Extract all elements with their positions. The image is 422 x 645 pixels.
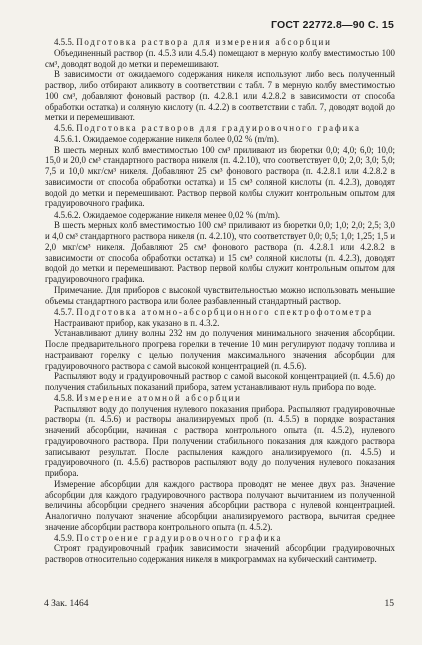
section-heading: Подготовка атомно-абсорбционного спектрофотометра bbox=[76, 306, 373, 317]
section-4-5-9-heading bbox=[45, 533, 395, 544]
paragraph: Строят градуировочный график зависимости значений абсорбции градуировочных растворов относительно содержания никеля в микрограммах на кубический сантиметр. bbox=[45, 543, 395, 564]
paragraph: Распыляют воду до получения нулевого показания прибора. Распыляют градуировочные растворы (п. 4.5.6) и растворы анализируемых проб (п. 4.5.5) в порядке возрастания значений абсорбции, начиная с раствора контрольного опыта (п. 4.5.2), нулевого градуировочного раствора. При получении стабильного показания для каждого раствора записывают результат. После распыления каждого анализируемого (п. 4.5.5) и градуировочного (п. 4.5.6) растворов распыляют воду до получения нулевого показания прибора. bbox=[45, 403, 395, 478]
section-number: 4.5.9. bbox=[54, 532, 74, 543]
section-4-5-8-heading bbox=[45, 393, 395, 404]
paragraph: Измерение абсорбции для каждого раствора проводят не менее двух раз. Значение абсорбции для каждого градуировочного раствора получают вычитанием из полученной величины абсорбции среднего значения абсорбции раствора с нулевой концентрацией. Аналогично получают значение абсорбции анализируемого раствора, вычитая среднее значение абсорбции раствора контрольного опыта (п. 4.5.2). bbox=[45, 478, 395, 532]
section-heading: Построение градуировочного графика bbox=[76, 532, 283, 543]
page-header: ГОСТ 22772.8—90 С. 15 bbox=[271, 19, 394, 31]
paragraph: Объединенный раствор (п. 4.5.3 или 4.5.4) помещают в мерную колбу вместимостью 100 см³, доводят водой до метки и перемешивают. bbox=[45, 47, 395, 69]
section-number: 4.5.5. bbox=[54, 37, 74, 47]
section-number: 4.5.7. bbox=[54, 306, 74, 317]
paragraph: Устанавливают длину волны 232 нм до получения минимального значения абсорбции. После предварительного прогрева горелки в течение 10 мин регулируют подачу топлива и настраивают горелку с целью получения максимального значения абсорбции для градуировочного раствора с самой высокой концентрацией (п. 4.5.6). bbox=[45, 328, 395, 371]
section-4-5-6-heading bbox=[45, 123, 395, 134]
section-4-5-5-heading bbox=[45, 37, 395, 48]
paragraph: Распыляют воду и градуировочный раствор с самой высокой концентрацией (п. 4.5.6) до получения стабильных показаний прибора, затем устанавливают нуль прибора по воде. bbox=[45, 371, 395, 392]
page-number: 15 bbox=[384, 599, 394, 609]
paragraph: В шесть мерных колб вместимостью 100 см³ приливают из бюретки 0,0; 4,0; 6,0; 10,0; 15,0 и 20,0 см³ стандартного раствора никеля (п. 4.2.10), что соответствует 0,0; 2,0; 3,0; 5,0; 7,5 и 10,0 мкг/см³ никеля. Добавляют 25 см³ фонового раствора (п. 4.2.8.1 или 4.2.8.2 в зависимости от способа обработки остатка) и 15 см³ соляной кислоты (п. 4.2.3), доводят водой до метки и перемешивают. Раствор первой колбы служит контрольным опытом для градуировочного графика. bbox=[45, 144, 395, 209]
paragraph: В шесть мерных колб вместимостью 100 см³ приливают из бюретки 0,0; 1,0; 2,0; 2,5; 3,0 и 4,0 см³ стандартного раствора никеля (п. 4.2.10), что соответствует 0,0; 0,5; 1,0; 1,25; 1,5 и 2,0 мкг/см³ никеля. Добавляют 25 см³ фонового раствора (п. 4.2.8.1 или 4.2.8.2 в зависимости от способа обработки остатка) и 15 см³ соляной кислоты (п. 4.2.3), доводят водой до метки и перемешивают. Раствор первой колбы служит контрольным опытом для градуировочного графика. bbox=[45, 220, 395, 284]
document-body bbox=[45, 37, 395, 565]
subsection-4-5-6-2: 4.5.6.2. Ожидаемое содержание никеля менее 0,02 % (m/m). bbox=[54, 209, 281, 220]
section-heading: Подготовка раствора для измерения абсорбции bbox=[76, 37, 332, 47]
note: Примечание. Для приборов с высокой чувствительностью можно использовать меньшие объемы стандартного раствора или более разбавленный стандартный раствор. bbox=[45, 285, 395, 306]
section-number: 4.5.6. bbox=[54, 123, 74, 133]
section-heading: Измерение атомной абсорбции bbox=[76, 392, 242, 403]
paragraph: В зависимости от ожидаемого содержания никеля используют либо весь полученный раствор, либо отбирают аликвоту в соответствии с табл. 7 в мерную колбу вместимостью 100 см³, добавляют фоновый раствор (п. 4.2.8.1 или 4.2.8.2 в зависимости от способа обработки остатка) и соляную кислоту (п. 4.2.2) в соответствии с табл. 7, доводят водой до метки и перемешивают. bbox=[45, 69, 395, 123]
section-4-5-7-heading bbox=[45, 307, 395, 318]
subsection-4-5-6-1: 4.5.6.1. Ожидаемое содержание никеля более 0,02 % (m/m). bbox=[54, 133, 279, 144]
section-heading: Подготовка растворов для градуировочного графика bbox=[76, 123, 361, 133]
paragraph: Настраивают прибор, как указано в п. 4.3.2. bbox=[54, 317, 220, 328]
print-order-number: 4 Зак. 1464 bbox=[44, 599, 89, 609]
section-number: 4.5.8. bbox=[54, 392, 74, 403]
